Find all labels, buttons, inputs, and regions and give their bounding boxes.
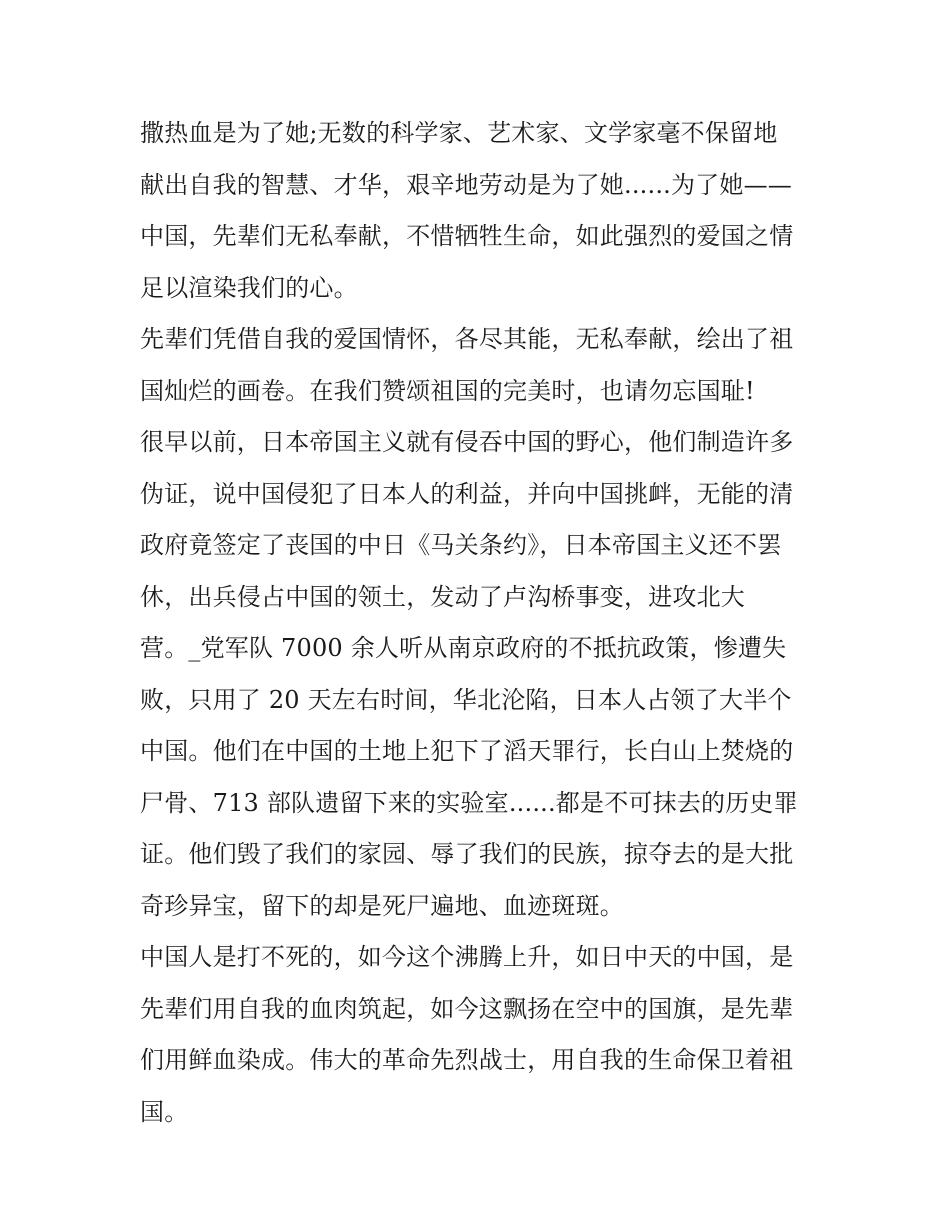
text-line: 先辈们凭借自我的爱国情怀，各尽其能，无私奉献，绘出了祖 [140,325,794,353]
text-line: 献出自我的智慧、才华，艰辛地劳动是为了她......为了她—— [140,170,792,199]
text-line: 中国人是打不死的，如今这个沸腾上升，如日中天的中国，是 [140,943,794,971]
text-line: 国。 [140,1097,189,1126]
text-line: 中国，先辈们无私奉献，不惜牺牲生命，如此强烈的爱国之情 [140,222,794,250]
text-line: 尸骨、713 部队遗留下来的实验室......都是不可抹去的历史罪 [140,788,798,817]
text-line: 奇珍异宝，留下的却是死尸遍地、血迹斑斑。 [140,891,624,920]
text-line: 休，出兵侵占中国的领土，发动了卢沟桥事变，进攻北大 [140,582,745,611]
text-line: 证。他们毁了我们的家园、辱了我们的民族，掠夺去的是大批 [140,840,794,868]
text-line: 足以渲染我们的心。 [140,273,358,302]
text-line: 败，只用了 20 天左右时间，华北沦陷，日本人占领了大半个 [140,685,792,714]
document-body-text [140,108,820,1138]
text-line: 们用鲜血染成。伟大的革命先烈战士，用自我的生命保卫着祖 [140,1046,794,1074]
text-line: 伪证，说中国侵犯了日本人的利益，并向中国挑衅，无能的清 [140,479,794,508]
text-line: 很早以前，日本帝国主义就有侵吞中国的野心，他们制造许多 [140,428,794,456]
text-line: 营。_党军队 7000 余人听从南京政府的不抵抗政策，惨遭失 [140,634,787,662]
text-line: 国灿烂的画卷。在我们赞颂祖国的完美时，也请勿忘国耻! [140,376,755,405]
text-line: 政府竟签定了丧国的中日《马关条约》，日本帝国主义还不罢 [140,531,782,559]
text-line: 中国。他们在中国的土地上犯下了滔天罪行，长白山上焚烧的 [140,737,794,765]
text-line: 撒热血是为了她;无数的科学家、艺术家、文学家毫不保留地 [140,119,778,147]
text-line: 先辈们用自我的血肉筑起，如今这飘扬在空中的国旗，是先辈 [140,994,794,1023]
